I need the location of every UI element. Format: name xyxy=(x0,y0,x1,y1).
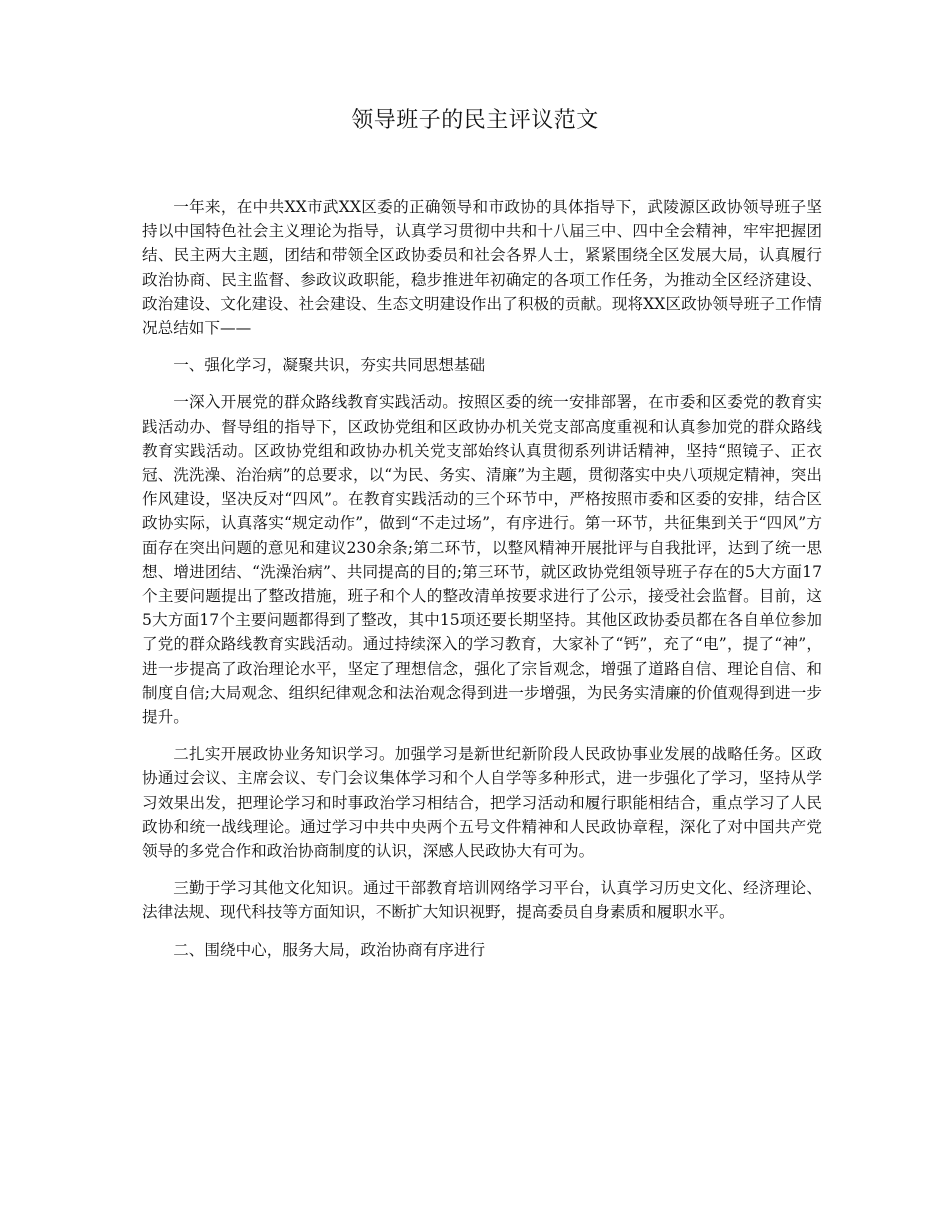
section-heading-1: 一、强化学习，凝聚共识，夯实共同思想基础 xyxy=(173,356,486,375)
blank-paragraph xyxy=(142,158,822,182)
paragraph-cppcc-knowledge: 二扎实开展政协业务知识学习。加强学习是新世纪新阶段人民政协事业发展的战略任务。区政协通过会议、主席会议、专门会议集体学习和个人自学等多种形式，进一步强化了学习，坚持从学习效果出发，把理论学习和时事政治学习相结合，把学习活动和履行职能相结合，重点学习了人民政协和统一战线理论。通过学习中共中央两个五号文件精神和人民政协章程，深化了对中国共产党领导的多党合作和政治协商制度的认识，深感人民政协大有可为。 xyxy=(142,745,822,861)
section-heading-2: 二、围绕中心，服务大局，政治协商有序进行 xyxy=(173,940,486,959)
paragraph-mass-line-education: 一深入开展党的群众路线教育实践活动。按照区委的统一安排部署，在市委和区委党的教育实践活动办、督导组的指导下，区政协党组和区政协办机关党支部高度重视和认真参加党的群众路线教育实践活动。区政协党组和政协办机关党支部始终认真贯彻系列讲话精神，坚持“照镜子、正衣冠、洗洗澡、治治病”的总要求，以“为民、务实、清廉”为主题，贯彻落实中央八项规定精神，突出作风建设，坚决反对“四风”。在教育实践活动的三个环节中，严格按照市委和区委的安排，结合区政协实际，认真落实“规定动作”，做到“不走过场”，有序进行。第一环节，共征集到关于“四风”方面存在突出问题的意见和建议230余条;第二环节，以整风精神开展批评与自我批评，达到了统一思想、增进团结、“洗澡治病”、共同提高的目的;第三环节，就区政协党组领导班子存在的5大方面17个主要问题提出了整改措施，班子和个人的整改清单按要求进行了公示，接受社会监督。目前，这5大方面17个主要问题都得到了整改，其中15项还要长期坚持。其他区政协委员都在各自单位参加了党的群众路线教育实践活动。通过持续深入的学习教育，大家补了“钙”，充了“电”，提了“神”，进一步提高了政治理论水平，坚定了理想信念，强化了宗旨观念，增强了道路自信、理论自信、和制度自信;大局观念、组织纪律观念和法治观念得到进一步增强，为民务实清廉的价值观得到进一步提升。 xyxy=(142,393,822,727)
document-body xyxy=(142,158,822,975)
document-title: 领导班子的民主评议范文 xyxy=(351,108,599,133)
intro-paragraph: 一年来，在中共XX市武XX区委的正确领导和市政协的具体指导下，武陵源区政协领导班子坚持以中国特色社会主义理论为指导，认真学习贯彻中共和十八届三中、四中全会精神，牢牢把握团结、民主两大主题，团结和带领全区政协委员和社会各界人士，紧紧围绕全区发展大局，认真履行政治协商、民主监督、参政议政职能，稳步推进年初确定的各项工作任务，为推动全区经济建设、政治建设、文化建设、社会建设、生态文明建设作出了积极的贡献。现将XX区政协领导班子工作情况总结如下—— xyxy=(142,198,822,338)
paragraph-other-knowledge: 三勤于学习其他文化知识。通过干部教育培训网络学习平台，认真学习历史文化、经济理论、法律法规、现代科技等方面知识，不断扩大知识视野，提高委员自身素质和履职水平。 xyxy=(142,879,822,922)
